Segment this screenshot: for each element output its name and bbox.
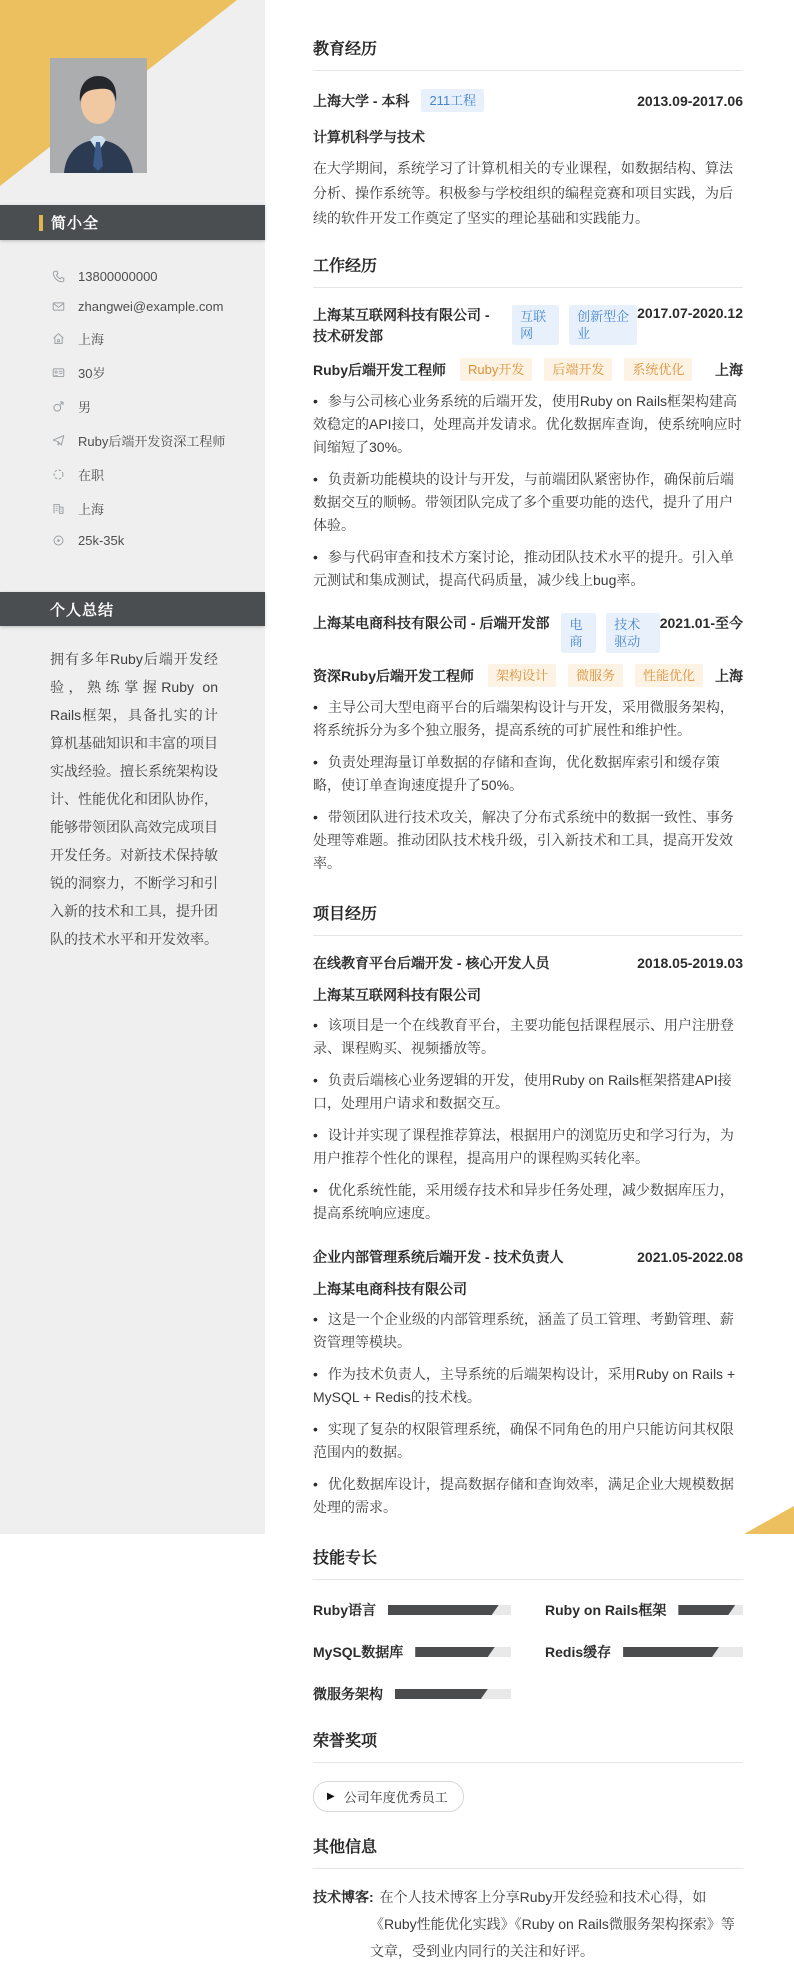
section-other (313, 1834, 743, 1965)
work-bullets (313, 390, 743, 592)
work-location: 上海 (715, 361, 743, 378)
work-entry-header (313, 613, 743, 653)
project-bullet: • 负责后端核心业务逻辑的开发，使用Ruby on Rails框架搭建API接口，处理用户请求和数据交互。 (313, 1069, 743, 1115)
honor-label: 公司年度优秀员工 (343, 1790, 448, 1805)
project-entry (313, 953, 743, 1225)
work-bullet: • 带领团队进行技术攻关，解决了分布式系统中的数据一致性、事务处理等难题。推动团队技术栈升级，引入新技术和工具，提高开发效率。 (313, 806, 743, 875)
gender-icon (52, 400, 65, 413)
home-icon (52, 332, 65, 345)
work-role-row (313, 664, 743, 687)
contact-item-job-title (52, 431, 252, 450)
summary-text: 拥有多年Ruby后端开发经验，熟练掌握Ruby on Rails框架，具备扎实的计算机基础知识和丰富的项目实战经验。擅长系统架构设计、性能优化和团队协作，能够带领团队高效完成项目开发任务。对新技术保持敏锐的洞察力，不断学习和引入新的技术和工具，提升团队的技术水平和开发效率。 (50, 651, 218, 947)
section-honors (313, 1728, 743, 1812)
contact-salary: 25k-35k (78, 533, 125, 548)
contact-item-phone (52, 269, 252, 284)
project-bullet: • 优化数据库设计，提高数据存储和查询效率，满足企业大规模数据处理的需求。 (313, 1473, 743, 1519)
project-bullet: • 这是一个企业级的内部管理系统，涵盖了员工管理、考勤管理、薪资管理等模块。 (313, 1308, 743, 1354)
profile-photo (50, 58, 147, 173)
education-description: 在大学期间，系统学习了计算机相关的专业课程，如数据结构、算法分析、操作系统等。积极参与学校组织的编程竞赛和项目实践，为后续的软件开发工作奠定了坚实的理论基础和实践能力。 (313, 160, 733, 226)
project-bullet: • 实现了复杂的权限管理系统，确保不同角色的用户只能访问其权限范围内的数据。 (313, 1418, 743, 1464)
contact-status: 在职 (78, 468, 105, 483)
contact-item-home (52, 329, 252, 348)
school-name: 上海大学 - 本科 (313, 92, 410, 109)
skill-bar-fill (388, 1605, 499, 1615)
honors-section-title: 荣誉奖项 (313, 1728, 743, 1763)
work-location: 上海 (715, 667, 743, 684)
company-tag: 创新型企业 (569, 305, 637, 345)
company-tag: 互联网 (512, 305, 559, 345)
project-bullets (313, 1308, 743, 1519)
project-header (313, 953, 743, 973)
project-header (313, 1247, 743, 1267)
work-bullet: • 参与代码审查和技术方案讨论，推动团队技术水平的提升。引入单元测试和集成测试，提高代码质量，减少线上bug率。 (313, 546, 743, 592)
project-bullet: • 优化系统性能，采用缓存技术和异步任务处理，减少数据库压力，提高系统响应速度。 (313, 1179, 743, 1225)
job-title-icon (52, 434, 65, 447)
project-bullet: • 该项目是一个在线教育平台，主要功能包括课程展示、用户注册登录、课程购买、视频播放等。 (313, 1014, 743, 1060)
phone-icon (52, 270, 65, 283)
contact-email: zhangwei@example.com (78, 299, 224, 314)
work-entry (313, 305, 743, 592)
contact-list (52, 269, 252, 563)
skill-bar (678, 1605, 743, 1615)
contact-item-status (52, 465, 252, 484)
school-badge: 211工程 (421, 89, 484, 112)
skill-bar (388, 1605, 511, 1615)
sidebar (0, 0, 265, 1534)
work-section-title: 工作经历 (313, 253, 743, 288)
project-bullets (313, 1014, 743, 1225)
projects-section-title: 项目经历 (313, 901, 743, 936)
role-tag: 微服务 (568, 664, 623, 687)
skill-bar (415, 1647, 511, 1657)
main-content (265, 0, 794, 1965)
name-header-bar (0, 205, 265, 240)
project-date: 2021.05-2022.08 (637, 1249, 743, 1265)
email-icon (52, 300, 65, 313)
age-icon (52, 366, 65, 379)
role-tag: 后端开发 (544, 358, 612, 381)
skill-item (313, 1642, 511, 1662)
skills-grid (313, 1600, 743, 1704)
project-name: 在线教育平台后端开发 - 核心开发人员 (313, 955, 550, 971)
summary-title: 个人总结 (50, 601, 115, 619)
role-tag: 性能优化 (635, 664, 703, 687)
contact-gender: 男 (78, 400, 92, 415)
education-entry-header (313, 89, 743, 112)
project-company: 上海某互联网科技有限公司 (313, 987, 481, 1003)
contact-home-city: 上海 (78, 332, 105, 347)
company-tags (561, 613, 659, 653)
yellow-accent-bar (39, 215, 43, 231)
work-date: 2017.07-2020.12 (637, 305, 743, 321)
work-role-row (313, 358, 743, 381)
company-tags (512, 305, 637, 345)
work-bullet: • 负责处理海量订单数据的存储和查询，优化数据库索引和缓存策略，使订单查询速度提升了50%。 (313, 751, 743, 797)
role-tag: 系统优化 (624, 358, 692, 381)
section-work (313, 253, 743, 875)
contact-age: 30岁 (78, 366, 106, 381)
project-name: 企业内部管理系统后端开发 - 技术负责人 (313, 1249, 564, 1265)
skill-item (545, 1642, 743, 1662)
skill-bar-fill (395, 1689, 488, 1699)
contact-item-salary (52, 533, 252, 548)
skill-name: Ruby on Rails框架 (545, 1602, 667, 1618)
role-name: Ruby后端开发工程师 (313, 361, 446, 378)
contact-item-email (52, 299, 252, 314)
status-icon (52, 468, 65, 481)
play-icon: ▶ (327, 1791, 335, 1802)
section-education (313, 36, 743, 231)
contact-phone: 13800000000 (78, 269, 158, 284)
other-info-text: 在个人技术博客上分享Ruby开发经验和技术心得，如《Ruby性能优化实践》《Ruby on Rails微服务架构探索》等文章，受到业内同行的关注和好评。 (370, 1889, 735, 1959)
skill-item (313, 1684, 511, 1704)
role-tags (488, 664, 703, 687)
skill-name: MySQL数据库 (313, 1644, 404, 1660)
contact-item-age (52, 363, 252, 382)
work-entry-header (313, 305, 743, 347)
role-tags (460, 358, 692, 381)
other-info-paragraph (313, 1884, 743, 1965)
work-bullet: • 负责新功能模块的设计与开发，与前端团队紧密协作，确保前后端数据交互的顺畅。带领团队完成了多个重要功能的迭代，提升了用户体验。 (313, 468, 743, 537)
education-major: 计算机科学与技术 (313, 129, 425, 145)
contact-work-city: 上海 (78, 502, 105, 517)
company-tag: 电商 (561, 613, 596, 653)
work-bullet: • 主导公司大型电商平台的后端架构设计与开发，采用微服务架构，将系统拆分为多个独立服务，提高系统的可扩展性和维护性。 (313, 696, 743, 742)
other-info-label: 技术博客: (313, 1889, 374, 1905)
project-bullet: • 作为技术负责人，主导系统的后端架构设计，采用Ruby on Rails + MySQL + Redis的技术栈。 (313, 1363, 743, 1409)
role-tag: 架构设计 (488, 664, 556, 687)
company-tag: 技术驱动 (606, 613, 660, 653)
skill-item (313, 1600, 511, 1620)
project-entry (313, 1247, 743, 1519)
project-date: 2018.05-2019.03 (637, 955, 743, 971)
company-name: 上海某电商科技有限公司 - 后端开发部 (313, 615, 550, 631)
education-date: 2013.09-2017.06 (637, 92, 743, 109)
contact-item-city (52, 499, 252, 518)
skills-section-title: 技能专长 (313, 1545, 743, 1580)
skill-bar-fill (415, 1647, 494, 1657)
skill-bar-fill (678, 1605, 735, 1615)
skill-bar (395, 1689, 511, 1699)
skill-name: Ruby语言 (313, 1602, 376, 1618)
candidate-name: 简小全 (51, 215, 100, 232)
role-name: 资深Ruby后端开发工程师 (313, 667, 474, 684)
other-section-title: 其他信息 (313, 1834, 743, 1869)
salary-icon (52, 534, 65, 547)
contact-job-title: Ruby后端开发资深工程师 (78, 434, 226, 449)
city-icon (52, 502, 65, 515)
project-bullet: • 设计并实现了课程推荐算法，根据用户的浏览历史和学习行为，为用户推荐个性化的课程，提高用户的课程购买转化率。 (313, 1124, 743, 1170)
skill-item (545, 1600, 743, 1620)
section-projects (313, 901, 743, 1519)
work-entry (313, 613, 743, 875)
work-bullet: • 参与公司核心业务系统的后端开发，使用Ruby on Rails框架构建高效稳定的API接口，处理高并发请求。优化数据库查询，使系统响应时间缩短了30%。 (313, 390, 743, 459)
summary-header-bar (0, 592, 265, 626)
project-company: 上海某电商科技有限公司 (313, 1281, 467, 1297)
contact-item-gender (52, 397, 252, 416)
work-date: 2021.01-至今 (659, 615, 743, 631)
skill-name: 微服务架构 (313, 1686, 383, 1702)
work-bullets (313, 696, 743, 875)
role-tag: Ruby开发 (460, 358, 532, 381)
skill-name: Redis缓存 (545, 1644, 612, 1660)
skill-bar-fill (623, 1647, 719, 1657)
education-section-title: 教育经历 (313, 36, 743, 71)
section-skills (313, 1545, 743, 1704)
honor-badge[interactable] (313, 1781, 464, 1812)
company-name: 上海某互联网科技有限公司 - 技术研发部 (313, 307, 490, 344)
skill-bar (623, 1647, 743, 1657)
